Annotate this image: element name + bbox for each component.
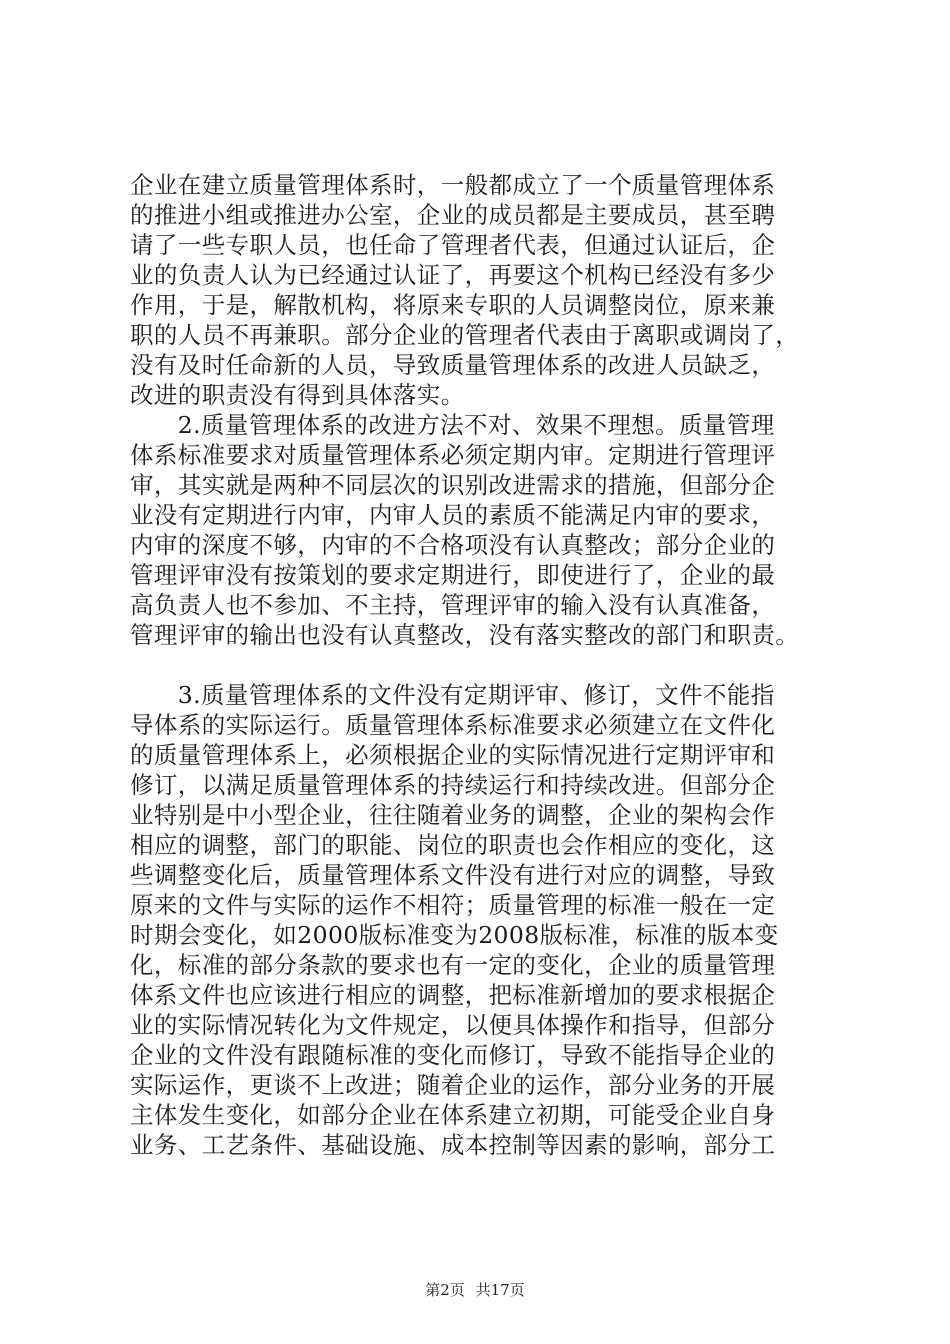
text-line: 请了一些专职人员，也任命了管理者代表，但通过认证后，企: [130, 231, 776, 259]
text-line: 些调整变化后，质量管理体系文件没有进行对应的调整，导致: [130, 861, 776, 889]
page-footer: [0, 1280, 950, 1300]
paragraph-block-2: [130, 680, 830, 1160]
page-number: 第2页: [425, 1281, 465, 1299]
text-line: 主体发生变化，如部分企业在体系建立初期，可能受企业自身: [130, 1101, 776, 1129]
page-total: 共17页: [475, 1281, 525, 1299]
text-line: 审，其实就是两种不同层次的识别改进需求的措施，但部分企: [130, 471, 776, 499]
text-line: 业的负责人认为已经通过认证了，再要这个机构已经没有多少: [130, 261, 776, 289]
text-line: 企业在建立质量管理体系时，一般都成立了一个质量管理体系: [130, 171, 776, 199]
paragraph-block-1: [130, 170, 830, 650]
paragraph-gap: [130, 650, 830, 680]
text-line: 业务、工艺条件、基础设施、成本控制等因素的影响，部分工: [130, 1131, 776, 1159]
text-line: 原来的文件与实际的运作不相符；质量管理的标准一般在一定: [130, 891, 776, 919]
text-line: 没有及时任命新的人员，导致质量管理体系的改进人员缺乏，: [130, 351, 776, 379]
text-line: 3.质量管理体系的文件没有定期评审、修订，文件不能指: [130, 681, 775, 709]
text-line: 作用，于是，解散机构，将原来专职的人员调整岗位，原来兼: [130, 291, 776, 319]
text-line: 2.质量管理体系的改进方法不对、效果不理想。质量管理: [130, 411, 775, 439]
text-line: 相应的调整，部门的职能、岗位的职责也会作相应的变化，这: [130, 831, 776, 859]
text-line: 高负责人也不参加、不主持，管理评审的输入没有认真准备，: [130, 591, 776, 619]
text-line: 管理评审的输出也没有认真整改，没有落实整改的部门和职责。: [130, 621, 800, 649]
text-line: 业没有定期进行内审，内审人员的素质不能满足内审的要求，: [130, 501, 776, 529]
text-line: 业特别是中小型企业，往往随着业务的调整，企业的架构会作: [130, 801, 776, 829]
text-line: 导体系的实际运行。质量管理体系标准要求必须建立在文件化: [130, 711, 776, 739]
text-line: 的推进小组或推进办公室，企业的成员都是主要成员，甚至聘: [130, 201, 776, 229]
text-line: 企业的文件没有跟随标准的变化而修订，导致不能指导企业的: [130, 1041, 776, 1069]
text-line: 内审的深度不够，内审的不合格项没有认真整改；部分企业的: [130, 531, 776, 559]
text-line: 改进的职责没有得到具体落实。: [130, 381, 465, 409]
text-line: 体系文件也应该进行相应的调整，把标准新增加的要求根据企: [130, 981, 776, 1009]
text-line: 修订，以满足质量管理体系的持续运行和持续改进。但部分企: [130, 771, 776, 799]
text-line: 的质量管理体系上，必须根据企业的实际情况进行定期评审和: [130, 741, 776, 769]
text-line: 时期会变化，如2000版标准变为2008版标准，标准的版本变: [130, 921, 779, 949]
text-line: 化，标准的部分条款的要求也有一定的变化，企业的质量管理: [130, 951, 776, 979]
text-line: 职的人员不再兼职。部分企业的管理者代表由于离职或调岗了，: [130, 321, 800, 349]
text-line: 业的实际情况转化为文件规定，以便具体操作和指导，但部分: [130, 1011, 776, 1039]
document-body: [130, 170, 830, 1160]
text-line: 管理评审没有按策划的要求定期进行，即使进行了，企业的最: [130, 561, 776, 589]
text-line: 实际运作，更谈不上改进；随着企业的运作，部分业务的开展: [130, 1071, 776, 1099]
text-line: 体系标准要求对质量管理体系必须定期内审。定期进行管理评: [130, 441, 776, 469]
